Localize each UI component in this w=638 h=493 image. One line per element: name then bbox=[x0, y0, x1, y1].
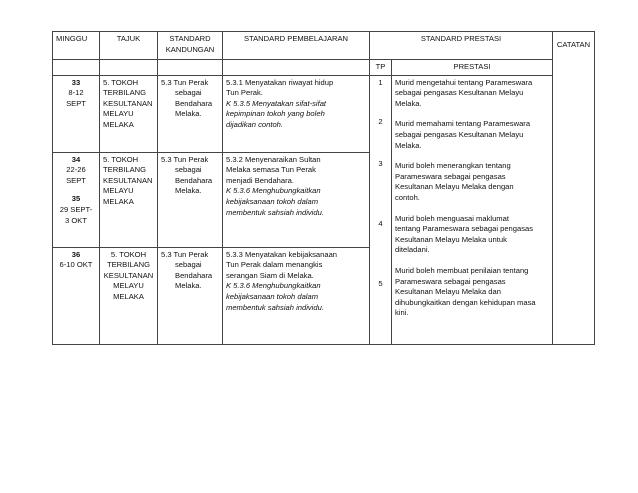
sp-italic-line: K 5.3.6 Menghubungkaitkan bbox=[226, 186, 321, 196]
standard-kandungan-cell bbox=[158, 75, 223, 152]
header-sk-line1: STANDARD bbox=[169, 34, 211, 43]
prestasi-cell bbox=[392, 75, 553, 344]
sp-italic-line: kebijaksanaan tokoh dalam bbox=[226, 196, 319, 206]
sp-line: 5.3.3 Menyatakan kebijaksanaan bbox=[226, 249, 338, 259]
header-standard-prestasi: STANDARD PRESTASI bbox=[370, 32, 553, 60]
header-sk-line2: KANDUNGAN bbox=[165, 44, 215, 54]
week-number: 34 bbox=[71, 154, 81, 164]
sk-line: sebagai bbox=[175, 165, 202, 175]
prestasi-line: Murid boleh menerangkan tentang bbox=[395, 161, 511, 171]
table-row bbox=[53, 75, 595, 152]
sp-line: Melaka semasa Tun Perak bbox=[226, 165, 316, 175]
sp-line: Tun Perak. bbox=[226, 88, 263, 98]
prestasi-line: Murid boleh membuat penilaian tentang bbox=[395, 265, 529, 275]
prestasi-line: kini. bbox=[395, 308, 409, 318]
week-cell bbox=[53, 75, 100, 152]
tajuk-line: KESULTANAN bbox=[103, 98, 153, 108]
prestasi-line: contoh. bbox=[395, 192, 420, 202]
week-date: 22-26 bbox=[66, 165, 86, 175]
week-number: 35 bbox=[71, 194, 81, 204]
sp-italic-line: kebijaksanaan tokoh dalam bbox=[226, 291, 319, 301]
sk-line: sebagai bbox=[175, 260, 202, 270]
prestasi-line: Kesultanan Melayu Melaka dan bbox=[395, 287, 501, 297]
tajuk-line: MELAKA bbox=[113, 291, 144, 301]
sp-italic-line: K 5.3.6 Menghubungkaitkan bbox=[226, 281, 321, 291]
sk-code: 5.3 Tun Perak bbox=[161, 77, 209, 87]
sp-italic-line: K 5.3.5 Menyatakan sifat-sifat bbox=[226, 98, 327, 108]
header-prestasi: PRESTASI bbox=[392, 60, 553, 76]
tp-number: 1 bbox=[378, 77, 383, 87]
tajuk-line: 5. TOKOH bbox=[103, 154, 139, 164]
week-date: 3 OKT bbox=[65, 215, 87, 225]
sk-line: Melaka. bbox=[175, 109, 202, 119]
week-cell bbox=[53, 247, 100, 344]
sp-line: serangan Siam di Melaka. bbox=[226, 270, 314, 280]
sk-line: Bendahara bbox=[175, 270, 213, 280]
tajuk-line: MELAYU bbox=[103, 186, 134, 196]
header-standard-kandungan bbox=[158, 32, 223, 60]
tajuk-line: 5. TOKOH bbox=[110, 249, 147, 259]
subheader-row bbox=[53, 60, 595, 76]
sp-line: 5.3.1 Menyatakan riwayat hidup bbox=[226, 77, 334, 87]
tp-cell bbox=[370, 75, 392, 344]
header-minggu: MINGGU bbox=[53, 32, 100, 60]
header-standard-pembelajaran: STANDARD PEMBELAJARAN bbox=[223, 32, 370, 60]
sp-italic-line: kepimpinan tokoh yang boleh bbox=[226, 109, 325, 119]
tajuk-cell bbox=[100, 75, 158, 152]
prestasi-line: Melaka. bbox=[395, 98, 422, 108]
tp-number: 2 bbox=[378, 116, 383, 126]
prestasi-line: Murid memahami tentang Parameswara bbox=[395, 119, 531, 129]
prestasi-item bbox=[395, 266, 549, 319]
standard-pembelajaran-cell bbox=[223, 152, 370, 247]
tajuk-line: MELAYU bbox=[103, 109, 134, 119]
lesson-plan-table bbox=[52, 31, 595, 345]
tajuk-line: KESULTANAN bbox=[103, 270, 154, 280]
tajuk-line: MELAKA bbox=[103, 196, 134, 206]
prestasi-line: sebagai pengasas Kesultanan Melayu bbox=[395, 88, 524, 98]
week-date: SEPT bbox=[66, 98, 86, 108]
header-row bbox=[53, 32, 595, 60]
tajuk-line: MELAYU bbox=[113, 281, 144, 291]
sp-italic-line: membentuk sahsiah individu. bbox=[226, 207, 324, 217]
prestasi-line: Murid boleh menguasai maklumat bbox=[395, 213, 509, 223]
header-tp: TP bbox=[370, 60, 392, 76]
sk-code: 5.3 Tun Perak bbox=[161, 249, 209, 259]
week-number: 36 bbox=[71, 249, 81, 259]
tajuk-line: MELAKA bbox=[103, 119, 134, 129]
prestasi-item bbox=[395, 214, 549, 256]
tajuk-line: TERBILANG bbox=[106, 260, 151, 270]
tajuk-line: KESULTANAN bbox=[103, 175, 153, 185]
sk-line: Bendahara bbox=[175, 98, 213, 108]
standard-kandungan-cell bbox=[158, 247, 223, 344]
prestasi-line: Parameswara sebagai pengasas bbox=[395, 171, 506, 181]
tp-number: 5 bbox=[378, 278, 383, 288]
tajuk-cell bbox=[100, 152, 158, 247]
prestasi-line: diteladani. bbox=[395, 245, 430, 255]
prestasi-line: Parameswara sebagai pengasas bbox=[395, 276, 506, 286]
sk-line: Melaka. bbox=[175, 281, 202, 291]
week-number: 33 bbox=[71, 77, 81, 87]
sp-line: 5.3.2 Menyenaraikan Sultan bbox=[226, 154, 321, 164]
standard-pembelajaran-cell bbox=[223, 247, 370, 344]
sp-line: Tun Perak dalam menangkis bbox=[226, 260, 323, 270]
header-catatan: CATATAN bbox=[553, 32, 595, 345]
tajuk-line: TERBILANG bbox=[103, 88, 147, 98]
prestasi-line: Murid mengetahui tentang Parameswara bbox=[395, 77, 533, 87]
sk-code: 5.3 Tun Perak bbox=[161, 154, 209, 164]
prestasi-line: dihubungkaitkan dengan kehidupan masa bbox=[395, 297, 536, 307]
sp-italic-line: membentuk sahsiah individu. bbox=[226, 302, 324, 312]
tp-number: 3 bbox=[378, 158, 383, 168]
week-cell bbox=[53, 152, 100, 247]
tajuk-cell bbox=[100, 247, 158, 344]
sp-line: menjadi Bendahara. bbox=[226, 175, 294, 185]
week-date: SEPT bbox=[66, 175, 86, 185]
prestasi-line: tentang Parameswara sebagai pengasas bbox=[395, 224, 534, 234]
prestasi-item bbox=[395, 78, 549, 110]
week-date: 29 SEPT- bbox=[59, 204, 93, 214]
prestasi-item bbox=[395, 161, 549, 203]
prestasi-line: sebagai pengasas Kesultanan Melayu bbox=[395, 129, 524, 139]
sk-line: sebagai bbox=[175, 88, 202, 98]
prestasi-line: Kesultanan Melayu Melaka untuk bbox=[395, 234, 507, 244]
tajuk-line: TERBILANG bbox=[103, 165, 147, 175]
tajuk-line: 5. TOKOH bbox=[103, 77, 139, 87]
sp-italic-line: dijadikan contoh. bbox=[226, 119, 283, 129]
header-tajuk: TAJUK bbox=[100, 32, 158, 60]
standard-pembelajaran-cell bbox=[223, 75, 370, 152]
week-date: 6-10 OKT bbox=[59, 260, 93, 270]
sk-line: Bendahara bbox=[175, 175, 213, 185]
prestasi-line: Kesultanan Melayu Melaka dengan bbox=[395, 182, 514, 192]
week-date: 8-12 bbox=[68, 88, 84, 98]
tp-number: 4 bbox=[378, 218, 383, 228]
prestasi-item bbox=[395, 119, 549, 151]
standard-kandungan-cell bbox=[158, 152, 223, 247]
prestasi-line: Melaka. bbox=[395, 140, 422, 150]
sk-line: Melaka. bbox=[175, 186, 202, 196]
